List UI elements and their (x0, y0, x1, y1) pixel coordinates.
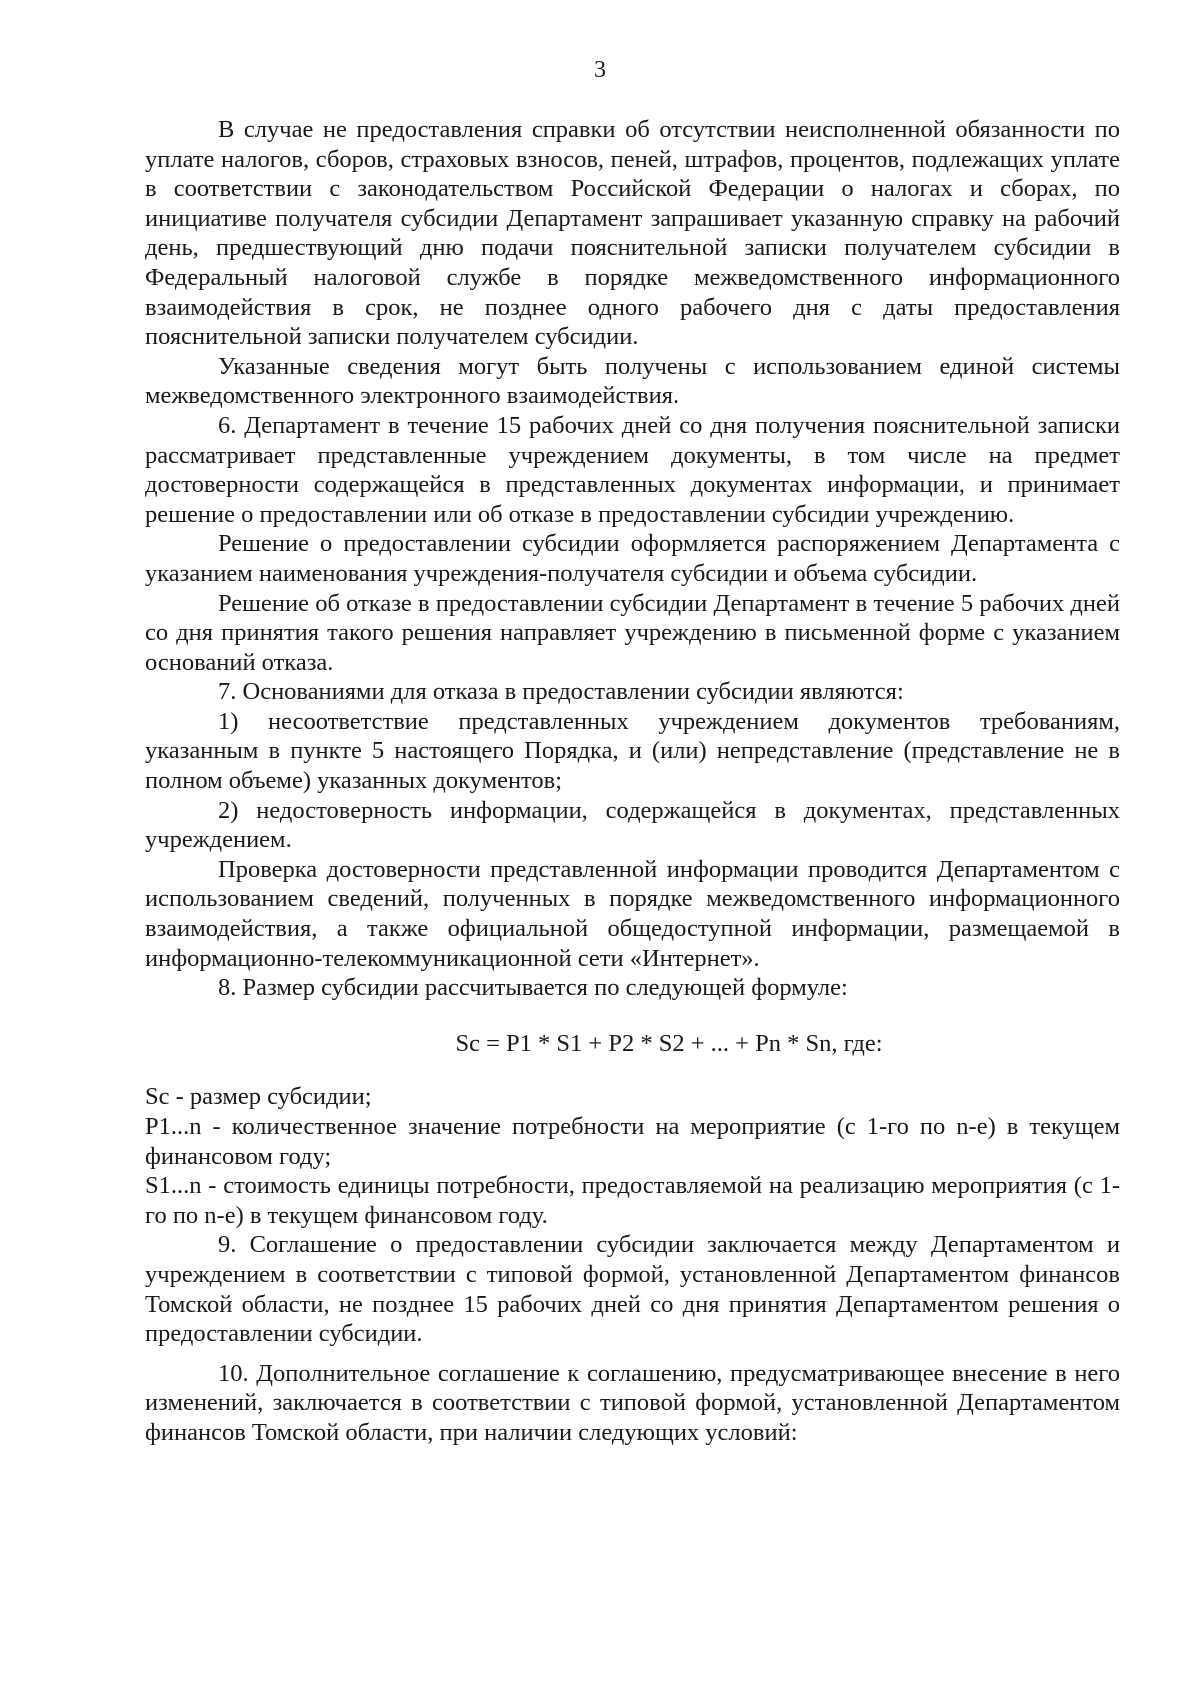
paragraph: S1...n - стоимость единицы потребности, предоставляемой на реализацию мероприятия (с 1-го по n-е) в текущем финансовом году. (145, 1172, 1120, 1229)
paragraph: Sc - размер субсидии; (145, 1083, 372, 1111)
paragraph: 1) несоответствие представленных учреждением документов требованиям, указанным в пункте 5 настоящего Порядка, и (или) непредставление (представление не в полном объеме) указанных документов; (145, 707, 1120, 795)
paragraph: 2) недостоверность информации, содержащейся в документах, представленных учреждением. (145, 796, 1120, 854)
paragraph: P1...n - количественное значение потребности на мероприятие (с 1-го по n-е) в текущем финансовом году; (145, 1113, 1120, 1170)
paragraph: Решение о предоставлении субсидии оформляется распоряжением Департамента с указанием наименования учреждения-получателя субсидии и объема субсидии. (145, 530, 1120, 587)
paragraph: 7. Основаниями для отказа в предоставлении субсидии являются: (218, 678, 904, 706)
paragraph: В случае не предоставления справки об отсутствии неисполненной обязанности по уплате налогов, сборов, страховых взносов, пеней, штрафов, процентов, подлежащих уплате в соответствии с законодательством Российской Федерации о налогах и сборах, по инициативе получателя субсидии Департамент запрашивает указанную справку на рабочий день, предшествующий дню подачи пояснительной записки получателем субсидии в Федеральный налоговой службе в порядке межведомственного информационного взаимодействия в срок, не позднее одного рабочего дня с даты предоставления пояснительной записки получателем субсидии. (145, 116, 1120, 351)
subsidy-formula: Sc = P1 * S1 + P2 * S2 + ... + Pn * Sn, где: (455, 1029, 883, 1057)
paragraph: 10. Дополнительное соглашение к соглашению, предусматривающее внесение в него изменений, заключается в соответствии с типовой формой, установленной Департаментом финансов Томской области, при наличии следующих условий: (145, 1359, 1120, 1446)
paragraph: Указанные сведения могут быть получены с использованием единой системы межведомственного электронного взаимодействия. (145, 352, 1120, 410)
paragraph: Решение об отказе в предоставлении субсидии Департамент в течение 5 рабочих дней со дня принятия такого решения направляет учреждению в письменной форме с указанием оснований отказа. (145, 589, 1120, 676)
paragraph: 9. Соглашение о предоставлении субсидии заключается между Департаментом и учреждением в соответствии с типовой формой, установленной Департаментом финансов Томской области, не позднее 15 рабочих дней со дня принятия Департаментом решения о предоставлении субсидии. (145, 1231, 1120, 1348)
page-number: 3 (594, 57, 606, 83)
paragraph: 6. Департамент в течение 15 рабочих дней со дня получения пояснительной записки рассматривает представленные учреждением документы, в том числе на предмет достоверности содержащейся в представленных документах информации, и принимает решение о предоставлении или об отказе в предоставлении субсидии учреждению. (145, 411, 1120, 528)
document-body (145, 115, 1120, 1448)
paragraph: Проверка достоверности представленной информации проводится Департаментом с использованием сведений, полученных в порядке межведомственного информационного взаимодействия, а также официальной общедоступной информации, размещаемой в информационно-телекоммуникационной сети «Интернет». (145, 855, 1120, 972)
paragraph: 8. Размер субсидии рассчитывается по следующей формуле: (218, 974, 848, 1002)
